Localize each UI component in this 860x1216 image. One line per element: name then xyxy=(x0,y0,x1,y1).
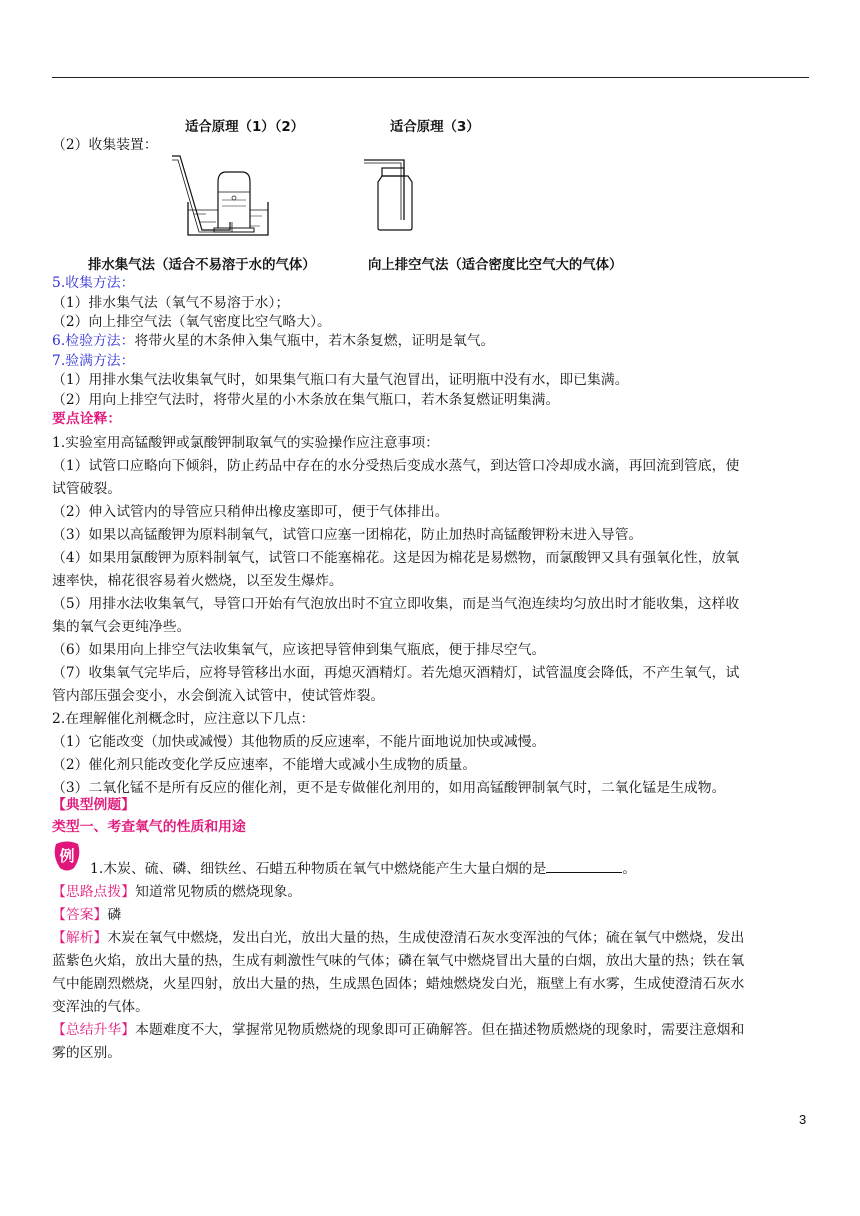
page-number: 3 xyxy=(799,1112,807,1127)
analysis-label: 【解析】 xyxy=(52,930,108,946)
key-point-1-4a: （4）如果用氯酸钾为原料制氧气，试管口不能塞棉花。这是因为棉花是易燃物，而氯酸钾又具有强氧化性，放氧 xyxy=(52,550,740,566)
key-point-1-3: （3）如果以高锰酸钾为原料制氧气，试管口应塞一团棉花，防止加热时高锰酸钾粉末进入导管。 xyxy=(52,527,643,543)
key-point-1-4b: 速率快，棉花很容易着火燃烧，以至发生爆炸。 xyxy=(52,573,343,589)
question-1-end: 。 xyxy=(622,861,637,877)
question-1-text: 1.木炭、硫、磷、细铁丝、石蜡五种物质在氧气中燃烧能产生大量白烟的是 xyxy=(90,861,547,877)
key-point-1-6: （6）如果用向上排空气法收集氧气，应该把导管伸到集气瓶底，便于排尽空气。 xyxy=(52,642,546,658)
key-point-2-2: （2）催化剂只能改变化学反应速率，不能增大或减小生成物的质量。 xyxy=(52,757,477,773)
key-point-2-title: 2.在理解催化剂概念时，应注意以下几点： xyxy=(52,711,315,727)
key-point-1-5a: （5）用排水法收集氧气，导管口开始有气泡放出时不宜立即收集，而是当气泡连续均匀放出时才能收集，这样收 xyxy=(52,596,740,612)
header-rule xyxy=(52,77,809,78)
apparatus-label-left: 适合原理（1）（2） xyxy=(185,120,305,135)
hint-text: 知道常见物质的燃烧现象。 xyxy=(135,884,302,900)
summary-line-2: 雾的区别。 xyxy=(52,1045,122,1061)
key-point-1-7a: （7）收集氧气完毕后，应将导管移出水面，再熄灭酒精灯。若先熄灭酒精灯，试管温度会降低，不产生氧气，试 xyxy=(52,665,740,681)
upward-air-displacement-apparatus-diagram xyxy=(360,154,430,234)
answer-blank xyxy=(546,860,622,873)
key-point-1-2: （2）伸入试管内的导管应只稍伸出橡皮塞即可，便于气体排出。 xyxy=(52,504,449,520)
key-point-1-1a: （1）试管口应略向下倾斜，防止药品中存在的水分受热后变成水蒸气，到达管口冷却成水滴，再回流到管底，使 xyxy=(52,458,740,474)
answer-label: 【答案】 xyxy=(52,907,108,923)
key-point-1-5b: 集的氧气会更纯净些。 xyxy=(52,619,191,635)
key-points-heading: 要点诠释： xyxy=(52,411,122,427)
key-point-1-1b: 试管破裂。 xyxy=(52,481,122,497)
caption-water-displacement: 排水集气法（适合不易溶于水的气体） xyxy=(88,258,316,273)
key-point-2-3: （3）二氧化锰不是所有反应的催化剂，更不是专做催化剂用的，如用高锰酸钾制氧气时，二氧化锰是生成物。 xyxy=(52,780,726,796)
section6-heading: 6.检验方法： xyxy=(52,333,135,349)
answer-line xyxy=(52,906,121,924)
example-badge-char: 例 xyxy=(59,847,75,865)
caption-upward-air-displacement: 向上排空气法（适合密度比空气大的气体） xyxy=(368,258,623,273)
section6-line xyxy=(52,332,495,350)
answer-text: 磷 xyxy=(107,907,122,923)
water-displacement-apparatus-diagram xyxy=(170,150,280,240)
summary-line-1 xyxy=(52,1021,744,1039)
summary-label: 【总结升华】 xyxy=(52,1022,136,1038)
section7-item-2: （2）用向上排空气法时，将带火星的小木条放在集气瓶口，若木条复燃证明集满。 xyxy=(52,392,560,408)
type1-heading: 类型一、考查氧气的性质和用途 xyxy=(52,819,246,835)
section7-item-1: （1）用排水集气法收集氧气时，如果集气瓶口有大量气泡冒出，证明瓶中没有水，即已集满。 xyxy=(52,372,629,388)
analysis-line-2: 蓝紫色火焰，放出大量的热，生成有刺激性气味的气体；磷在氧气中燃烧冒出大量的白烟，放出大量的热；铁在氧 xyxy=(52,953,745,969)
question-1 xyxy=(90,860,636,878)
key-point-2-1: （1）它能改变（加快或减慢）其他物质的反应速率，不能片面地说加快或减慢。 xyxy=(52,734,546,750)
summary-text-1: 本题难度不大，掌握常见物质燃烧的现象即可正确解答。但在描述物质燃烧的现象时，需要注意烟和 xyxy=(135,1022,745,1038)
collect-device-label: （2）收集装置： xyxy=(52,137,158,153)
apparatus-label-right: 适合原理（3） xyxy=(390,120,480,135)
section7-heading: 7.验满方法： xyxy=(52,353,135,369)
section5-item-2: （2）向上排空气法（氧气密度比空气略大）。 xyxy=(52,314,331,330)
analysis-line-3: 气中能剧烈燃烧，火星四射，放出大量的热，生成黑色固体；蜡烛燃烧发白光，瓶壁上有水雾，生成使澄清石灰水 xyxy=(52,976,745,992)
key-point-1-7b: 管内部压强会变小，水会倒流入试管中，使试管炸裂。 xyxy=(52,688,385,704)
section6-text: 将带火星的木条伸入集气瓶中，若木条复燃，证明是氧气。 xyxy=(134,333,495,349)
hint-line xyxy=(52,883,301,901)
section5-heading: 5.收集方法： xyxy=(52,275,135,291)
key-point-1-title: 1.实验室用高锰酸钾或氯酸钾制取氧气的实验操作应注意事项： xyxy=(52,435,440,451)
hint-label: 【思路点拨】 xyxy=(52,884,136,900)
analysis-text-1: 木炭在氧气中燃烧，发出白光，放出大量的热，生成使澄清石灰水变浑浊的气体；硫在氧气中燃烧，发出 xyxy=(107,930,745,946)
analysis-line-4: 变浑浊的气体。 xyxy=(52,999,149,1015)
section5-item-1: （1）排水集气法（氧气不易溶于水）； xyxy=(52,295,290,311)
example-badge-icon xyxy=(52,840,82,872)
examples-heading: 【典型例题】 xyxy=(52,797,136,813)
analysis-line-1 xyxy=(52,929,744,947)
